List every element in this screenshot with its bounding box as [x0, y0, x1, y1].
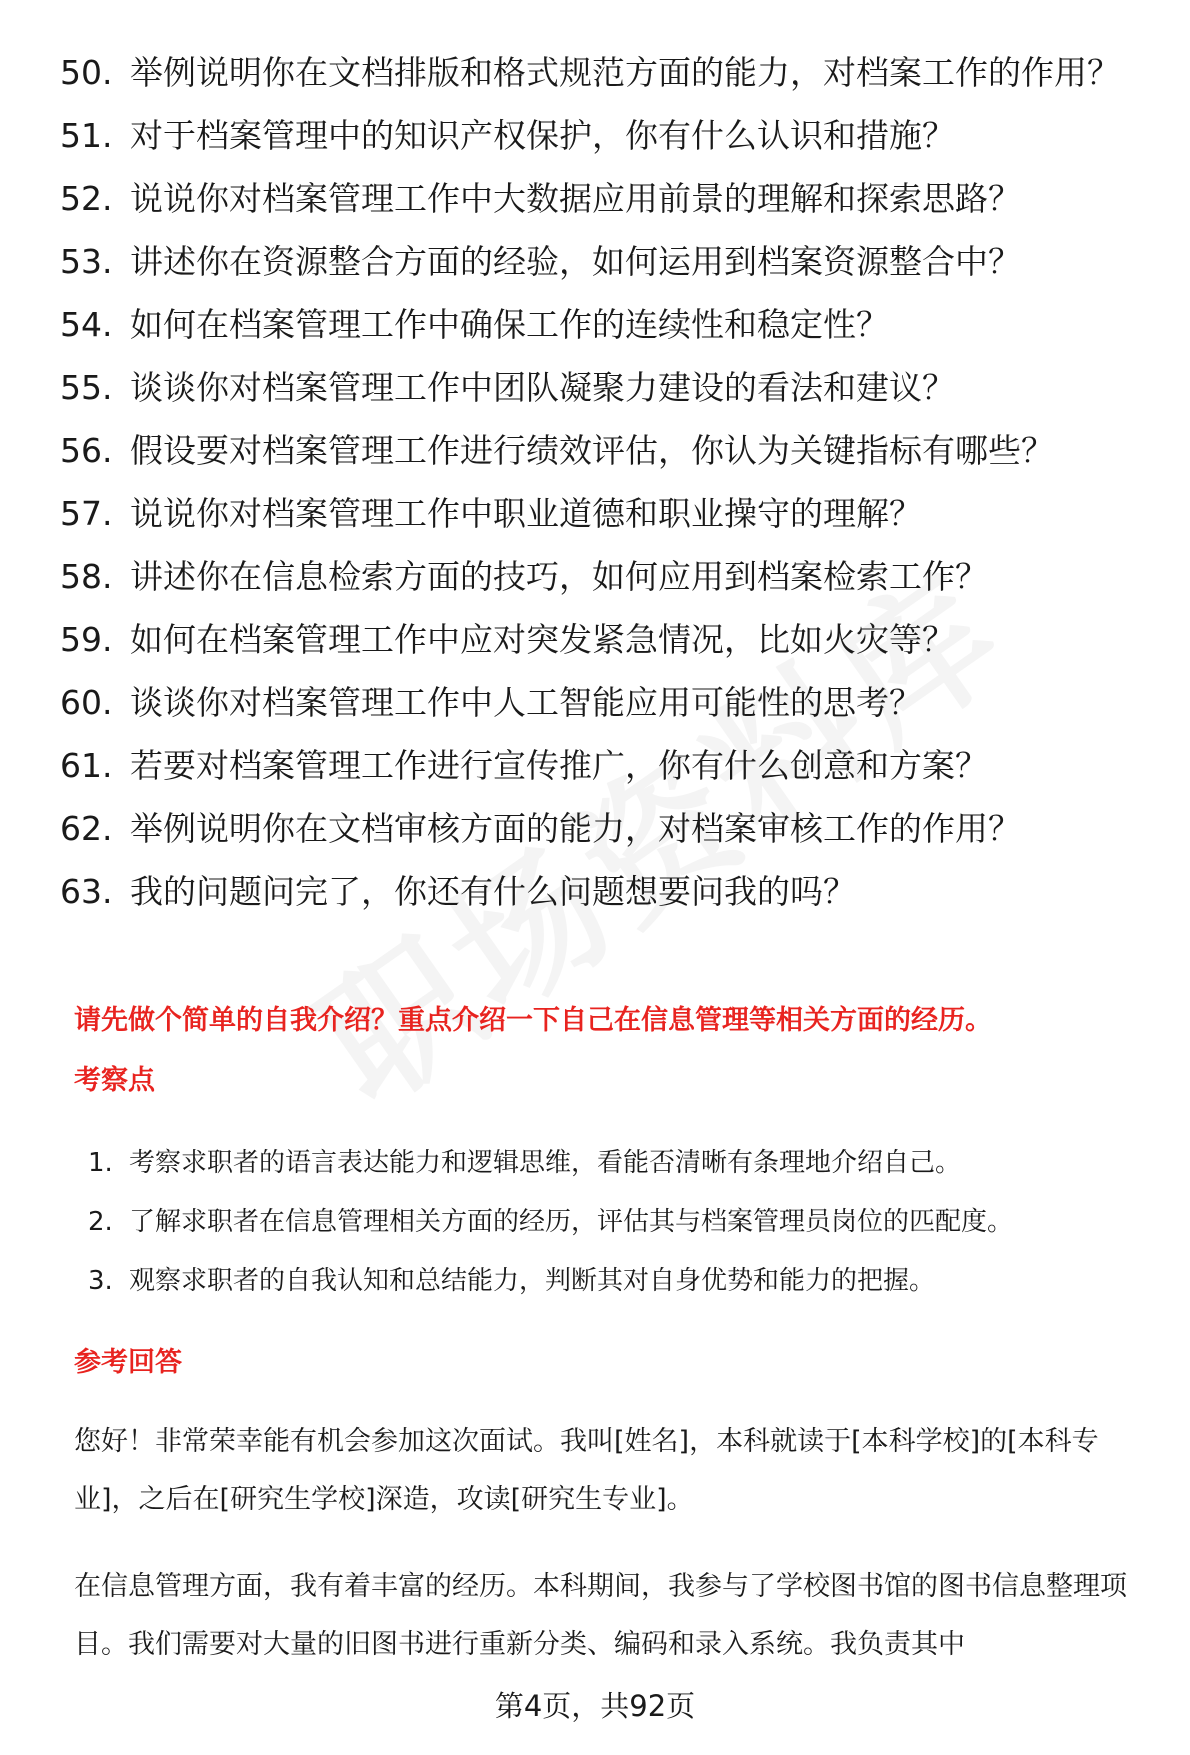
question-number: 55. — [60, 368, 113, 407]
question-number: 61. — [60, 746, 113, 785]
question-text: 谈谈你对档案管理工作中人工智能应用可能性的思考？ — [130, 683, 922, 722]
question-number: 54. — [60, 305, 113, 344]
point-item — [74, 1205, 1134, 1239]
question-number: 53. — [60, 242, 113, 281]
question-text: 说说你对档案管理工作中大数据应用前景的理解和探索思路？ — [130, 179, 1021, 218]
question-item — [60, 430, 1140, 472]
question-item — [60, 556, 1140, 598]
point-text: 了解求职者在信息管理相关方面的经历，评估其与档案管理员岗位的匹配度。 — [129, 1207, 1014, 1237]
question-number: 58. — [60, 557, 113, 596]
question-text: 若要对档案管理工作进行宣传推广，你有什么创意和方案？ — [130, 746, 988, 785]
question-number: 50. — [60, 53, 113, 92]
point-text: 观察求职者的自我认知和总结能力，判断其对自身优势和能力的把握。 — [129, 1266, 936, 1296]
question-text: 对于档案管理中的知识产权保护，你有什么认识和措施？ — [130, 116, 955, 155]
point-item — [74, 1146, 1134, 1180]
question-text: 如何在档案管理工作中确保工作的连续性和稳定性？ — [130, 305, 889, 344]
question-text: 讲述你在信息检索方面的技巧，如何应用到档案检索工作？ — [130, 557, 988, 596]
page-footer: 第4页，共92页 — [494, 1689, 696, 1723]
question-number: 56. — [60, 431, 113, 470]
question-number: 63. — [60, 872, 113, 911]
question-item — [60, 871, 1140, 913]
answer-paragraph: 您好！非常荣幸能有机会参加这次面试。我叫[姓名]，本科就读于[本科学校]的[本科专业]，之后在[研究生学校]深造，攻读[研究生专业]。 — [74, 1426, 1099, 1515]
question-text: 谈谈你对档案管理工作中团队凝聚力建设的看法和建议？ — [130, 368, 955, 407]
question-text: 举例说明你在文档排版和格式规范方面的能力，对档案工作的作用？ — [130, 53, 1120, 92]
question-item — [60, 493, 1140, 535]
question-text: 如何在档案管理工作中应对突发紧急情况，比如火灾等？ — [130, 620, 955, 659]
question-item — [60, 178, 1140, 220]
point-number: 3. — [88, 1266, 113, 1296]
question-number: 59. — [60, 620, 113, 659]
point-number: 1. — [88, 1148, 113, 1178]
question-item — [60, 745, 1140, 787]
points-heading: 考察点 — [74, 1065, 155, 1096]
question-item — [60, 619, 1140, 661]
answer-heading: 参考回答 — [74, 1347, 182, 1378]
question-item — [60, 808, 1140, 850]
question-number: 62. — [60, 809, 113, 848]
question-item — [60, 682, 1140, 724]
points-list — [74, 1146, 1134, 1323]
question-number: 57. — [60, 494, 113, 533]
answer-paragraph: 在信息管理方面，我有着丰富的经历。本科期间，我参与了学校图书馆的图书信息整理项目。我们需要对大量的旧图书进行重新分类、编码和录入系统。我负责其中 — [74, 1571, 1127, 1660]
question-item — [60, 115, 1140, 157]
question-item — [60, 367, 1140, 409]
detail-question: 请先做个简单的自我介绍？重点介绍一下自己在信息管理等相关方面的经历。 — [74, 1005, 992, 1036]
point-text: 考察求职者的语言表达能力和逻辑思维，看能否清晰有条理地介绍自己。 — [129, 1148, 962, 1178]
question-list — [60, 52, 1140, 934]
question-number: 51. — [60, 116, 113, 155]
point-item — [74, 1264, 1134, 1298]
question-text: 说说你对档案管理工作中职业道德和职业操守的理解？ — [130, 494, 922, 533]
question-item — [60, 241, 1140, 283]
point-number: 2. — [88, 1207, 113, 1237]
question-number: 60. — [60, 683, 113, 722]
question-item — [60, 52, 1140, 94]
question-number: 52. — [60, 179, 113, 218]
question-text: 我的问题问完了，你还有什么问题想要问我的吗？ — [130, 872, 856, 911]
question-text: 举例说明你在文档审核方面的能力，对档案审核工作的作用？ — [130, 809, 1021, 848]
question-text: 讲述你在资源整合方面的经验，如何运用到档案资源整合中？ — [130, 242, 1021, 281]
question-text: 假设要对档案管理工作进行绩效评估，你认为关键指标有哪些？ — [130, 431, 1054, 470]
question-item — [60, 304, 1140, 346]
